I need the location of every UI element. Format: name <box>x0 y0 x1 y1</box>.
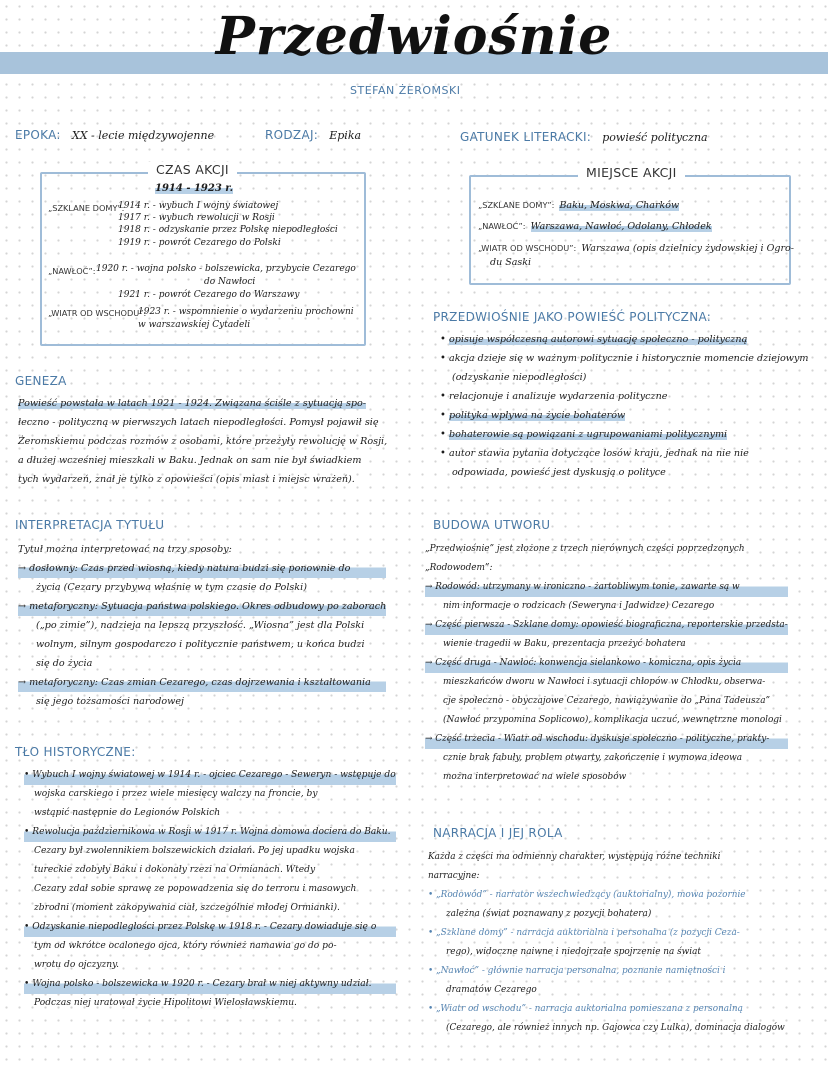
czas-szklane-item: 1914 r. - wybuch I wojny światowej <box>118 201 279 211</box>
miejsce-szklane-value: Baku, Moskwa, Charków <box>559 200 680 211</box>
list-item: • relacjonuje i analizuje wydarzenia polityczne <box>440 391 668 402</box>
budowa-text <box>425 540 788 787</box>
epoka-label: EPOKA: <box>15 128 61 142</box>
narracja-text <box>428 848 785 1038</box>
rodzaj-label: RODZAJ: <box>265 128 319 142</box>
gatunek-label: GATUNEK LITERACKI: <box>460 130 592 144</box>
text-line: → metaforyczny: Sytuacja państwa polskiego. Okres odbudowy po zaborach <box>18 597 386 616</box>
tlo-heading: TŁO HISTORYCZNE: <box>15 745 136 759</box>
text-line: wojska carskiego i przez wiele miesięcy walczy na froncie, by <box>34 789 318 799</box>
miejsce-wiatr-label: „WIATR OD WSCHODU”: <box>478 243 577 253</box>
author-name: STEFAN ŻEROMSKI <box>350 84 461 97</box>
text-line: → metaforyczny: Czas zmian Cezarego, czas dojrzewania i kształtowania <box>18 673 386 692</box>
text-line: • Wybuch I wojny światowej w 1914 r. - ojciec Cezarego - Seweryn - wstępuje do <box>24 766 396 785</box>
czas-wiatr-label: „WIATR OD WSCHODU”: <box>48 308 147 318</box>
czas-akcji-title: CZAS AKCJI <box>148 162 237 177</box>
czas-nawloc-item: do Nawłoci <box>204 277 256 287</box>
text-line: Cezary był zwolennikiem bolszewickich działań. Po jej upadku wojska <box>34 846 355 856</box>
text-line: a dłużej wcześniej mieszkali w Baku. Jednak on sam nie był świadkiem <box>18 455 362 466</box>
text-line: Cezary zdał sobie sprawę ze popowadzenia się do terroru i masowych <box>34 884 357 894</box>
text-line: życia (Cezary przybywa właśnie w tym czasie do Polski) <box>36 582 307 593</box>
text-line: → Część trzecia - Wiatr od wschodu: dyskusje społeczno - polityczne, prakty- <box>425 730 788 749</box>
epoka-field <box>15 124 214 143</box>
czas-nawloc-label: „NAWŁOĆ”: <box>48 266 96 276</box>
gatunek-value: powieść polityczna <box>602 131 708 144</box>
tlo-text <box>24 766 396 1013</box>
text-line: tych wydarzeń, znał je tylko z opowieści (opis miast i miejsc wrażeń). <box>18 474 355 485</box>
czas-wiatr-item: 1923 r. - wspomnienie o wydarzeniu prochowni w warszawskiej Cytadeli <box>138 307 354 330</box>
rodzaj-value: Epika <box>329 129 362 142</box>
text-line: • „Szklane domy” - narracja auktorialna i personalna (z pozycji Ceza- <box>428 928 740 938</box>
text-line: • „Wiatr od wschodu” - narracja auktorialna pomieszana z personalną <box>428 1004 743 1014</box>
list-item: odpowiada, powieść jest dyskusją o polityce <box>452 467 666 478</box>
text-line: Każda z części ma odmienny charakter, występują różne techniki <box>428 852 721 862</box>
text-line: • Wojna polsko - bolszewicka w 1920 r. - Cezary brał w niej aktywny udział. <box>24 975 396 994</box>
text-line: się do życia <box>36 658 93 669</box>
czas-szklane-item: 1918 r. - odzyskanie przez Polskę niepodległości <box>118 225 338 236</box>
czas-szklane-list <box>118 200 338 249</box>
text-line: → Część pierwsza - Szklane domy: opowieść biograficzna, reporterskie przedsta- <box>425 616 788 635</box>
czas-nawloc-item: 1920 r. - wojna polsko - bolszewicka, przybycie Cezarego <box>96 264 356 274</box>
budowa-heading: BUDOWA UTWORU <box>433 518 551 532</box>
text-line: • „Rodowód” - narrator wszechwiedzący (auktorialny), mowa pozornie <box>428 890 746 900</box>
list-item: • polityka wpływa na życie bohaterów <box>440 410 626 421</box>
text-line: „Przedwiośnie” jest złożone z trzech nierównych części poprzedzonych <box>425 544 745 554</box>
text-line: tureckie zdobyły Baku i dokonały rzezi na Ormianach. Wtedy <box>34 865 316 875</box>
text-line: narracyjne: <box>428 871 480 881</box>
text-line: Podczas niej uratował życie Hipolitowi Wielosławskiemu. <box>34 998 297 1008</box>
text-line: Powieść powstała w latach 1921 - 1924. Związana ściśle z sytuacją spo- <box>18 398 367 409</box>
list-item: • akcja dzieje się w ważnym politycznie i historycznie momencie dziejowym <box>440 353 809 364</box>
text-line: wstąpić następnie do Legionów Polskich <box>34 808 221 818</box>
text-line: wrotu do ojczyzny. <box>34 960 119 970</box>
text-line: nim informacje o rodzicach (Seweryna i Jadwidze) Cezarego <box>443 601 715 611</box>
miejsce-szklane-label: „SZKLANE DOMY”: <box>478 200 555 210</box>
text-line: mieszkańców dworu w Nawłoci i sytuacji chłopów w Chłodku, obserwa- <box>443 677 766 687</box>
gatunek-field <box>460 126 708 145</box>
narracja-heading: NARRACJA I JEJ ROLA <box>433 826 563 840</box>
text-line: „Rodowodem”: <box>425 563 493 573</box>
text-line: → dosłowny: Czas przed wiosną, kiedy natura budzi się ponownie do <box>18 559 386 578</box>
text-line: → Rodowód: utrzymany w ironiczno - żartobliwym tonie, zawarte są w <box>425 578 788 597</box>
miejsce-szklane <box>478 193 679 212</box>
polityczna-heading: PRZEDWIOŚNIE JAKO POWIEŚĆ POLITYCZNA: <box>433 310 712 324</box>
miejsce-nawloc <box>478 214 712 233</box>
text-line: • Odzyskanie niepodległości przez Polskę w 1918 r. - Cezary dowiaduje się o <box>24 918 396 937</box>
czas-akcji-range: 1914 - 1923 r. <box>155 183 234 194</box>
text-line: • Rewolucja październikowa w Rosji w 1917 r. Wojna domowa dociera do Baku. <box>24 823 396 842</box>
text-line: zbrodni (moment zakopywania ciał, szczególnie młodej Ormianki). <box>34 903 340 913</box>
geneza-heading: GENEZA <box>15 374 67 388</box>
czas-szklane-item: 1919 r. - powrót Cezarego do Polski <box>118 237 281 248</box>
czas-nawloc-item: 1921 r. - powrót Cezarego do Warszawy <box>118 290 300 300</box>
interpretacja-heading: INTERPRETACJA TYTUŁU <box>15 518 165 532</box>
epoka-value: XX - lecie międzywojenne <box>71 129 215 142</box>
miejsce-wiatr-value-cont: du Saski <box>490 257 532 268</box>
text-line: cznie brak fabuły, problem otwarty, zakończenie i wymowa ideowa <box>443 753 743 763</box>
text-line: Żeromskiemu podczas rozmów z osobami, które przeżyły rewolucję w Rosji, <box>18 436 388 447</box>
miejsce-nawloc-label: „NAWŁOĆ”: <box>478 221 526 231</box>
text-line: łeczno - polityczną w pierwszych latach niepodległości. Pomysł pojawił się <box>18 417 379 428</box>
list-item: (odzyskanie niepodległości) <box>452 372 587 383</box>
text-line: • „Nawłoć” - głównie narracja personalna, poznanie namiętności i <box>428 966 726 976</box>
text-line: zależna (świat poznawany z pozycji bohatera) <box>446 909 652 919</box>
text-line: rego), widoczne naiwne i niedojrzałe spojrzenie na świat <box>446 947 701 957</box>
text-line: można interpretować na wiele sposobów <box>443 772 627 782</box>
text-line: wolnym, silnym gospodarczo i politycznie państwem, u końca budzi <box>36 639 365 650</box>
text-line: („po zimie”), nadzieja na lepszą przyszłość. „Wiosna” jest dla Polski <box>36 620 365 631</box>
czas-szklane-item: 1917 r. - wybuch rewolucji w Rosji <box>118 213 275 224</box>
text-line: (Nawłoć przypomina Soplicowo), komplikacja uczuć, wewnętrzne monologi <box>443 715 782 725</box>
text-line: się jego tożsamości narodowej <box>36 696 184 707</box>
czas-nawloc-list <box>96 263 356 302</box>
text-line: tym od wkrótce ocalonego ojca, który również namawia go do po- <box>34 941 337 951</box>
text-line: wienie tragedii w Baku, prezentacja przeżyć bohatera <box>443 639 686 649</box>
text-line: cje społeczno - obyczajowe Cezarego, nawiązywanie do „Pana Tadeusza” <box>443 696 771 706</box>
interpretacja-text <box>18 540 386 711</box>
text-line: (Cezarego, ale również innych np. Gajowca czy Lulka), dominacja dialogów <box>446 1023 785 1033</box>
list-item: • bohaterowie są powiązani z ugrupowaniami politycznymi <box>440 429 728 440</box>
text-line: Tytuł można interpretować na trzy sposoby: <box>18 544 232 555</box>
polityczna-list <box>440 330 808 482</box>
miejsce-akcji-title: MIEJSCE AKCJI <box>578 165 685 180</box>
page-title: Przedwiośnie <box>215 6 613 67</box>
text-line: → Część druga - Nawłoć: konwencja sielankowo - komiczna, opis życia <box>425 654 788 673</box>
czas-szklane-label: „SZKLANE DOMY”: <box>48 203 125 213</box>
list-item: • opisuje współczesną autorowi sytuację społeczno - polityczną <box>440 334 748 345</box>
miejsce-wiatr-value: Warszawa (opis dzielnicy żydowskiej i Ogro- <box>581 243 794 254</box>
miejsce-wiatr <box>478 236 794 255</box>
rodzaj-field <box>265 124 361 143</box>
geneza-text <box>18 394 387 489</box>
list-item: • autor stawia pytania dotyczące losów kraju, jednak na nie nie <box>440 448 749 459</box>
text-line: dramatów Cezarego <box>446 985 537 995</box>
miejsce-nawloc-value: Warszawa, Nawłoć, Odolany, Chłodek <box>530 221 712 232</box>
